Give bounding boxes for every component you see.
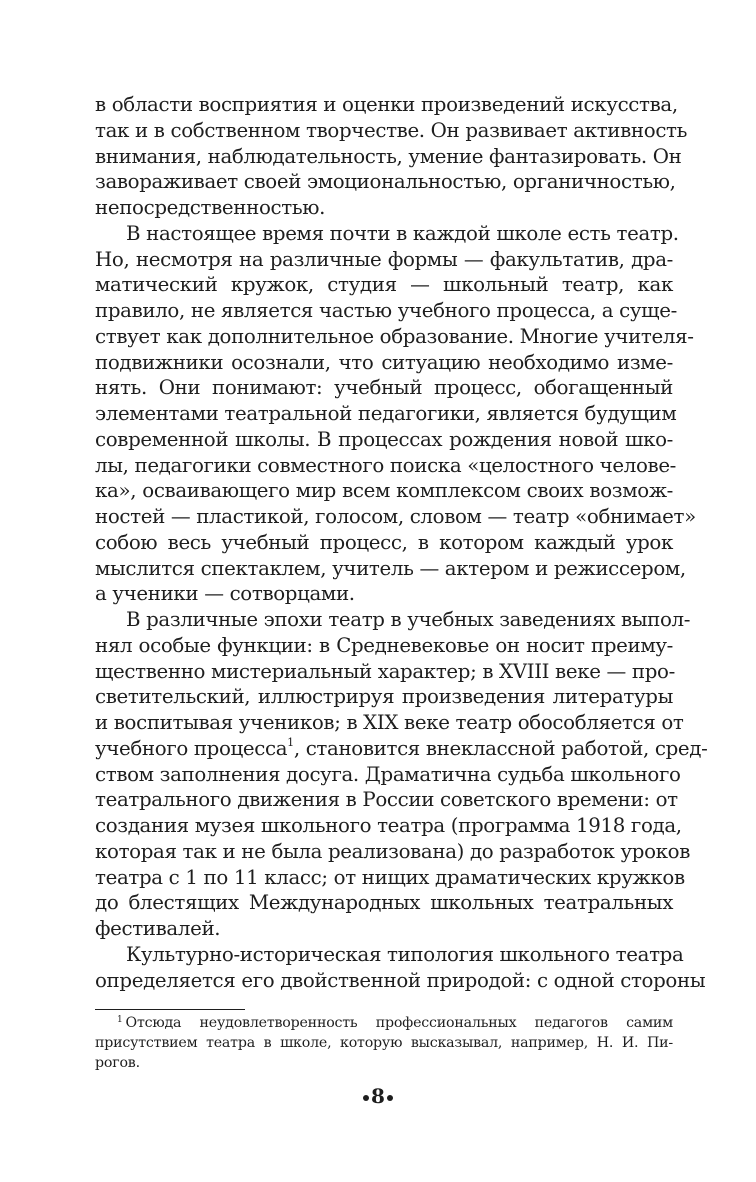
text-line: подвижники осознали, что ситуацию необходимо изме- <box>95 350 673 374</box>
text-line: ностей — пластикой, голосом, словом — театр «обнимает» <box>95 505 696 528</box>
text-line: ствует как дополнительное образование. Многие учителя- <box>95 324 694 348</box>
text-line: Но, несмотря на различные формы — факультатив, дра- <box>95 247 673 271</box>
text-line: определяется его двойственной природой: с одной стороны <box>95 968 706 992</box>
text-line: непосредственностью. <box>95 196 326 219</box>
text-line: завораживает своей эмоциональностью, органичностью, <box>95 170 676 194</box>
text-line: а ученики — сотворцами. <box>95 582 355 606</box>
text-line: до блестящих Международных школьных театральных <box>95 891 673 915</box>
footnote-line <box>95 1013 673 1033</box>
text-line: собою весь учебный процесс, в котором каждый урок <box>95 530 673 554</box>
text-line: внимания, наблюдательность, умение фантазировать. Он <box>95 144 682 168</box>
text-line: ством заполнения досуга. Драматична судьба школьного <box>95 762 681 786</box>
text-line: лы, педагогики совместного поиска «целостного челове- <box>95 453 677 477</box>
text-line: мыслится спектаклем, учитель — актером и режиссером, <box>95 556 686 580</box>
text-line: которая так и не была реализована) до разработок уроков <box>95 839 690 863</box>
page-number-value: 8 <box>371 1084 385 1108</box>
text-line: матический кружок, студия — школьный театр, как <box>95 273 673 297</box>
page-number <box>0 1082 756 1110</box>
text-line: светительский, иллюстрируя произведения литературы <box>95 685 673 709</box>
footnote-reference[interactable]: 1 <box>287 735 294 749</box>
text-line: В различные эпохи театр в учебных заведениях выпол- <box>126 608 691 631</box>
text-line-with-footnote-ref <box>95 735 708 762</box>
text-fragment: учебного процесса <box>95 736 288 760</box>
text-line: щественно мистериальный характер; в XVIII веке — про- <box>95 659 675 683</box>
text-line: нять. Они понимают: учебный процесс, обогащенный <box>95 376 673 400</box>
bullet-dot-right <box>387 1095 393 1101</box>
text-line: В настоящее время почти в каждой школе есть театр. <box>126 221 679 245</box>
text-line: современной школы. В процессах рождения новой шко- <box>95 427 673 451</box>
footnote-number: 1 <box>117 1015 123 1025</box>
text-line: нял особые функции: в Средневековье он носит преиму- <box>95 633 673 657</box>
footnote-line: присутствием театра в школе, которую высказывал, например, Н. И. Пи- <box>95 1035 673 1051</box>
text-line: театра с 1 по 11 класс; от нищих драматических кружков <box>95 865 685 889</box>
text-line: правило, не является частью учебного процесса, а суще- <box>95 299 677 322</box>
main-text <box>95 92 708 993</box>
text-line: ка», осваивающего мир всем комплексом своих возмож- <box>95 479 673 503</box>
bullet-dot-left <box>363 1095 369 1101</box>
text-line: в области восприятия и оценки произведений искусства, <box>95 93 678 116</box>
text-line: Культурно-историческая типология школьного театра <box>126 942 684 966</box>
footnote-divider <box>95 1009 245 1010</box>
text-fragment: , становится внеклассной работой, сред- <box>293 736 708 760</box>
text-line: элементами театральной педагогики, является будущим <box>95 402 677 425</box>
text-line: создания музея школьного театра (программа 1918 года, <box>95 814 682 837</box>
footnote-text: Отсюда неудовлетворенность профессиональных педагогов самим <box>125 1015 673 1031</box>
text-line: театрального движения в России советского времени: от <box>95 788 678 812</box>
footnote-line: рогов. <box>95 1055 140 1071</box>
text-line: и воспитывая учеников; в XIX веке театр обособляется от <box>95 711 684 734</box>
footnote <box>95 1013 673 1073</box>
text-line: так и в собственном творчестве. Он развивает активность <box>95 118 688 142</box>
text-line: фестивалей. <box>95 917 221 940</box>
